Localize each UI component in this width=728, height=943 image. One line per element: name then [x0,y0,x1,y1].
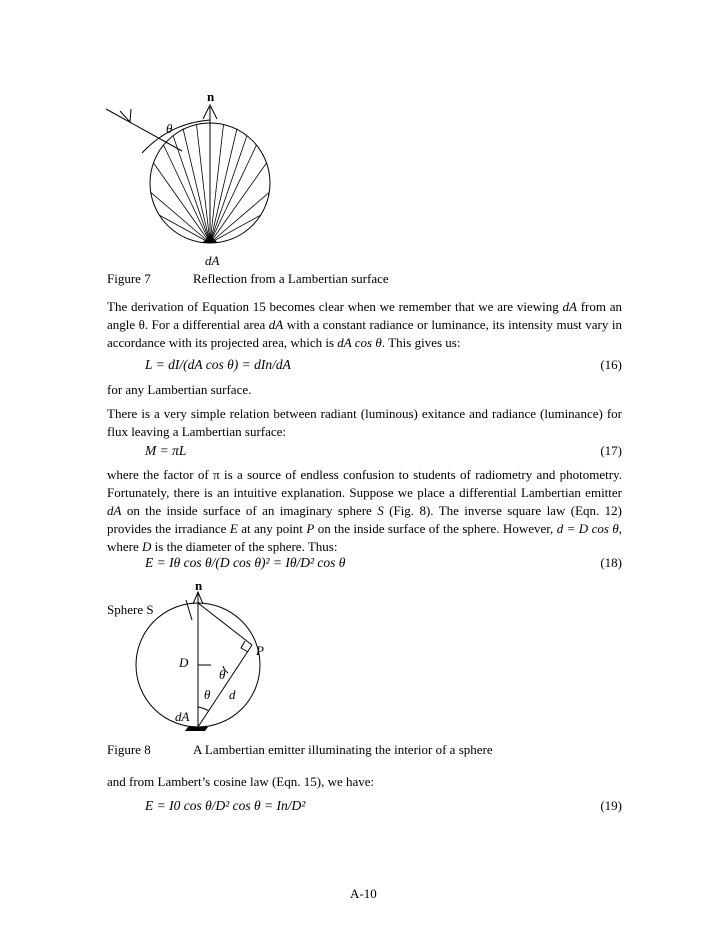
page-number: A-10 [350,886,377,901]
theta-arc-bottom [198,707,209,711]
fig8-label-dA: dA [175,709,190,724]
equation-16-number: (16) [600,357,622,372]
equation-16: L = dI/(dA cos θ) = dIn/dA [145,357,291,372]
emitter-patch [185,727,208,731]
paragraph-lambertian: for any Lambertian surface. [107,382,252,397]
fig8-label-n: n [195,578,203,593]
fig7-label-n: n [207,89,215,104]
figure-8-caption-label: Figure 8 [107,742,151,757]
paragraph-derivation: The derivation of Equation 15 becomes clear when we remember that we are viewing dA from an angle θ. For a differential area dA with a constant radiance or luminance, its intensity must vary in accordance with its projected area, which is dA cos θ. This gives us: [107,299,622,350]
equation-17-number: (17) [600,443,622,458]
dA-patch [202,235,218,243]
figure-7-caption-text: Reflection from a Lambertian surface [193,271,389,286]
paragraph-exitance: There is a very simple relation between radiant (luminous) exitance and radiance (luminance) for flux leaving a Lambertian surface: [107,406,622,439]
figure-8-caption-text: A Lambertian emitter illuminating the interior of a sphere [193,742,493,757]
fig8-label-theta-upper: θ [219,667,226,682]
dA-to-P-line [198,645,252,727]
fig8-label-theta-lower: θ [204,687,211,702]
fig8-label-P: P [256,643,264,658]
figure-7-caption-label: Figure 7 [107,271,151,286]
fig7-label-dA: dA [205,253,220,268]
paragraph-pi-factor: where the factor of π is a source of endless confusion to students of radiometry and photometry. Fortunately, there is an intuitive explanation. Suppose we place a differential Lambertian emitter dA on the inside surface of an imaginary sphere S (Fig. 8). The inverse square law (Eqn. 12) provides the irradiance E at any point P on the inside surface of the sphere. However, d = D cos θ, where D is the diameter of the sphere. Thus: [107,467,622,554]
equation-19-number: (19) [600,798,622,813]
fig8-label-D: D [179,655,189,670]
fig8-label-sphere: Sphere S [107,602,154,617]
equation-18: E = Iθ cos θ/(D cos θ)² = Iθ/D² cos θ [145,555,346,570]
equation-18-number: (18) [600,555,622,570]
right-angle-marker [241,641,248,652]
fig7-label-theta: θ [166,121,173,136]
equation-17: M = πL [145,443,187,458]
fig8-label-d: d [229,687,236,702]
paragraph-cosine-law: and from Lambert’s cosine law (Eqn. 15), we have: [107,774,375,789]
equation-19: E = I0 cos θ/D² cos θ = In/D² [145,798,306,813]
figure-7-diagram [100,85,300,270]
